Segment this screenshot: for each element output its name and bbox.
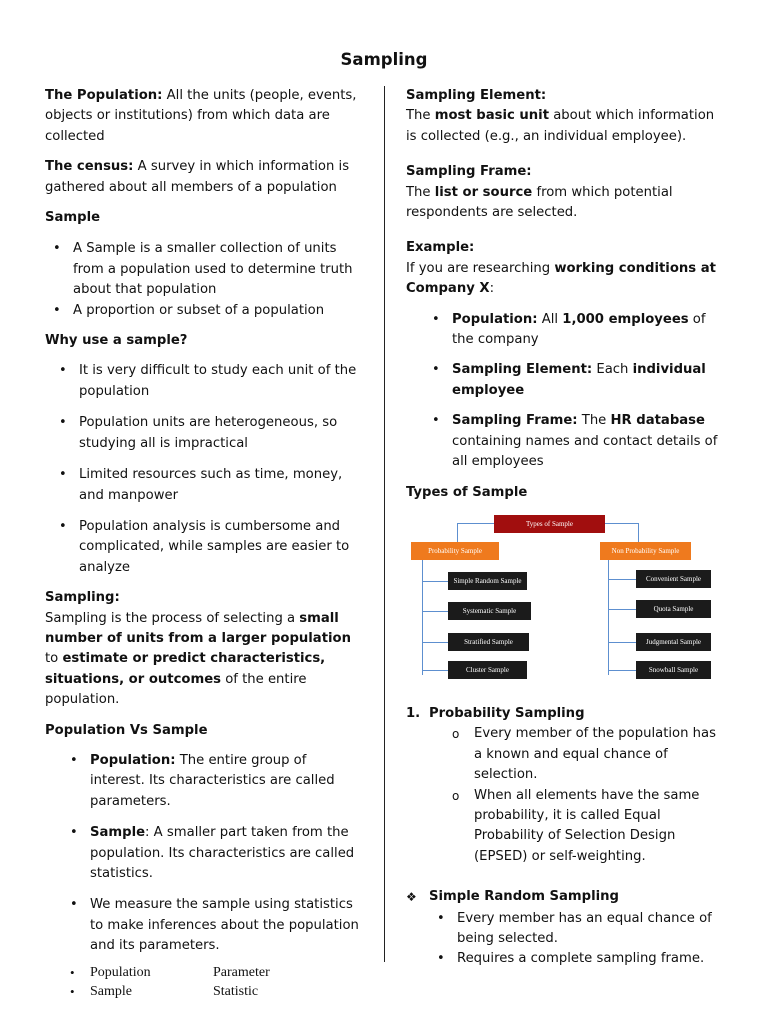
connector-line xyxy=(457,523,458,542)
convenient-node: Convenient Sample xyxy=(636,570,711,588)
population-text: All the units (people, events, objects or institutions) from which data are collected xyxy=(45,88,357,144)
example-heading: Example: xyxy=(406,240,475,256)
connector-line xyxy=(608,670,636,671)
connector-line xyxy=(422,642,448,643)
example-text: If you are researching working conditions at Company X: xyxy=(406,260,716,297)
list-item: o When all elements have the same probability, it is called Equal Probability of Selection Design (EPSED) or self-weighting. xyxy=(474,786,726,868)
non-probability-node: Non Probability Sample xyxy=(600,542,691,560)
list-item: • Population analysis is cumbersome and complicated, while samples are easier to analyze xyxy=(79,517,363,578)
right-column xyxy=(406,86,726,970)
list-item: • We measure the sample using statistics to make inferences about the population and its parameters. xyxy=(90,895,363,956)
list-item: • Sampling Frame: The HR database containing names and contact details of all employees xyxy=(452,411,726,472)
probability-list xyxy=(474,724,726,867)
census-definition xyxy=(45,157,363,198)
connector-line xyxy=(608,579,636,580)
srs-list xyxy=(457,909,726,970)
root-node: Types of Sample xyxy=(494,515,605,533)
diamond-bullet-icon: ❖ xyxy=(406,890,417,905)
page-title: Sampling xyxy=(340,50,428,69)
pair-row: • Population Parameter xyxy=(90,963,363,982)
connector-line xyxy=(422,560,423,675)
quota-node: Quota Sample xyxy=(636,600,711,618)
frame-definition: The list or source from which potential respondents are selected. xyxy=(406,184,673,221)
census-label: The census: xyxy=(45,159,134,175)
list-item: • Requires a complete sampling frame. xyxy=(457,949,726,969)
connector-line xyxy=(422,581,448,582)
list-item: o Every member of the population has a known and equal chance of selection. xyxy=(474,724,726,785)
frame-heading: Sampling Frame: xyxy=(406,164,532,180)
why-list xyxy=(79,361,363,578)
section-number: 1. xyxy=(406,705,421,721)
probability-node: Probability Sample xyxy=(411,542,499,560)
element-heading: Sampling Element: xyxy=(406,88,547,103)
srs-heading-row xyxy=(406,887,726,908)
judgmental-node: Judgmental Sample xyxy=(636,633,711,651)
probability-sampling-section xyxy=(406,704,726,724)
census-text: A survey in which information is gathered about all members of a population xyxy=(45,159,350,195)
list-item: • It is very difficult to study each unit of the population xyxy=(79,361,363,402)
list-item: • Every member has an equal chance of being selected. xyxy=(457,909,726,950)
list-item: • Sampling Element: Each individual employee xyxy=(452,360,726,401)
list-item: • Sample: A smaller part taken from the population. Its characteristics are called statistics. xyxy=(90,823,363,884)
connector-line xyxy=(422,611,448,612)
element-definition: The most basic unit about which information is collected (e.g., an individual employee). xyxy=(406,108,715,144)
population-definition xyxy=(45,86,363,147)
snowball-node: Snowball Sample xyxy=(636,661,711,679)
vs-list xyxy=(90,751,363,1001)
connector-line xyxy=(638,523,639,542)
sample-heading: Sample xyxy=(45,210,101,226)
why-heading: Why use a sample? xyxy=(45,333,188,349)
list-item: • Population: The entire group of interest. Its characteristics are called parameters. xyxy=(90,751,363,812)
connector-line xyxy=(608,642,636,643)
list-item: • A Sample is a smaller collection of units from a population used to determine truth about that population xyxy=(73,239,363,300)
srs-heading: Simple Random Sampling xyxy=(429,889,619,905)
left-column xyxy=(45,86,363,1001)
sampling-definition: Sampling is the process of selecting a small number of units from a larger population to estimate or predict characteristics, situations, or outcomes of the entire population. xyxy=(45,610,351,708)
example-list xyxy=(452,310,726,473)
list-item: • Limited resources such as time, money, and manpower xyxy=(79,465,363,506)
sampling-heading: Sampling: xyxy=(45,590,120,606)
simple-random-node: Simple Random Sample xyxy=(448,572,527,590)
list-item: • Population: All 1,000 employees of the company xyxy=(452,310,726,351)
types-of-sample-diagram xyxy=(406,515,706,687)
pair-row: • Sample Statistic xyxy=(90,982,363,1001)
connector-line xyxy=(608,609,636,610)
list-item: • Population units are heterogeneous, so studying all is impractical xyxy=(79,413,363,454)
probability-sampling-heading: Probability Sampling xyxy=(429,705,585,721)
types-heading: Types of Sample xyxy=(406,484,528,500)
column-divider xyxy=(384,86,385,962)
connector-line xyxy=(608,560,609,675)
population-label: The Population: xyxy=(45,88,163,103)
cluster-node: Cluster Sample xyxy=(448,661,527,679)
sample-list xyxy=(73,239,363,321)
list-item: • A proportion or subset of a population xyxy=(73,301,363,321)
connector-line xyxy=(422,670,448,671)
systematic-node: Systematic Sample xyxy=(448,602,531,620)
stratified-node: Stratified Sample xyxy=(448,633,529,651)
vs-heading: Population Vs Sample xyxy=(45,722,208,738)
